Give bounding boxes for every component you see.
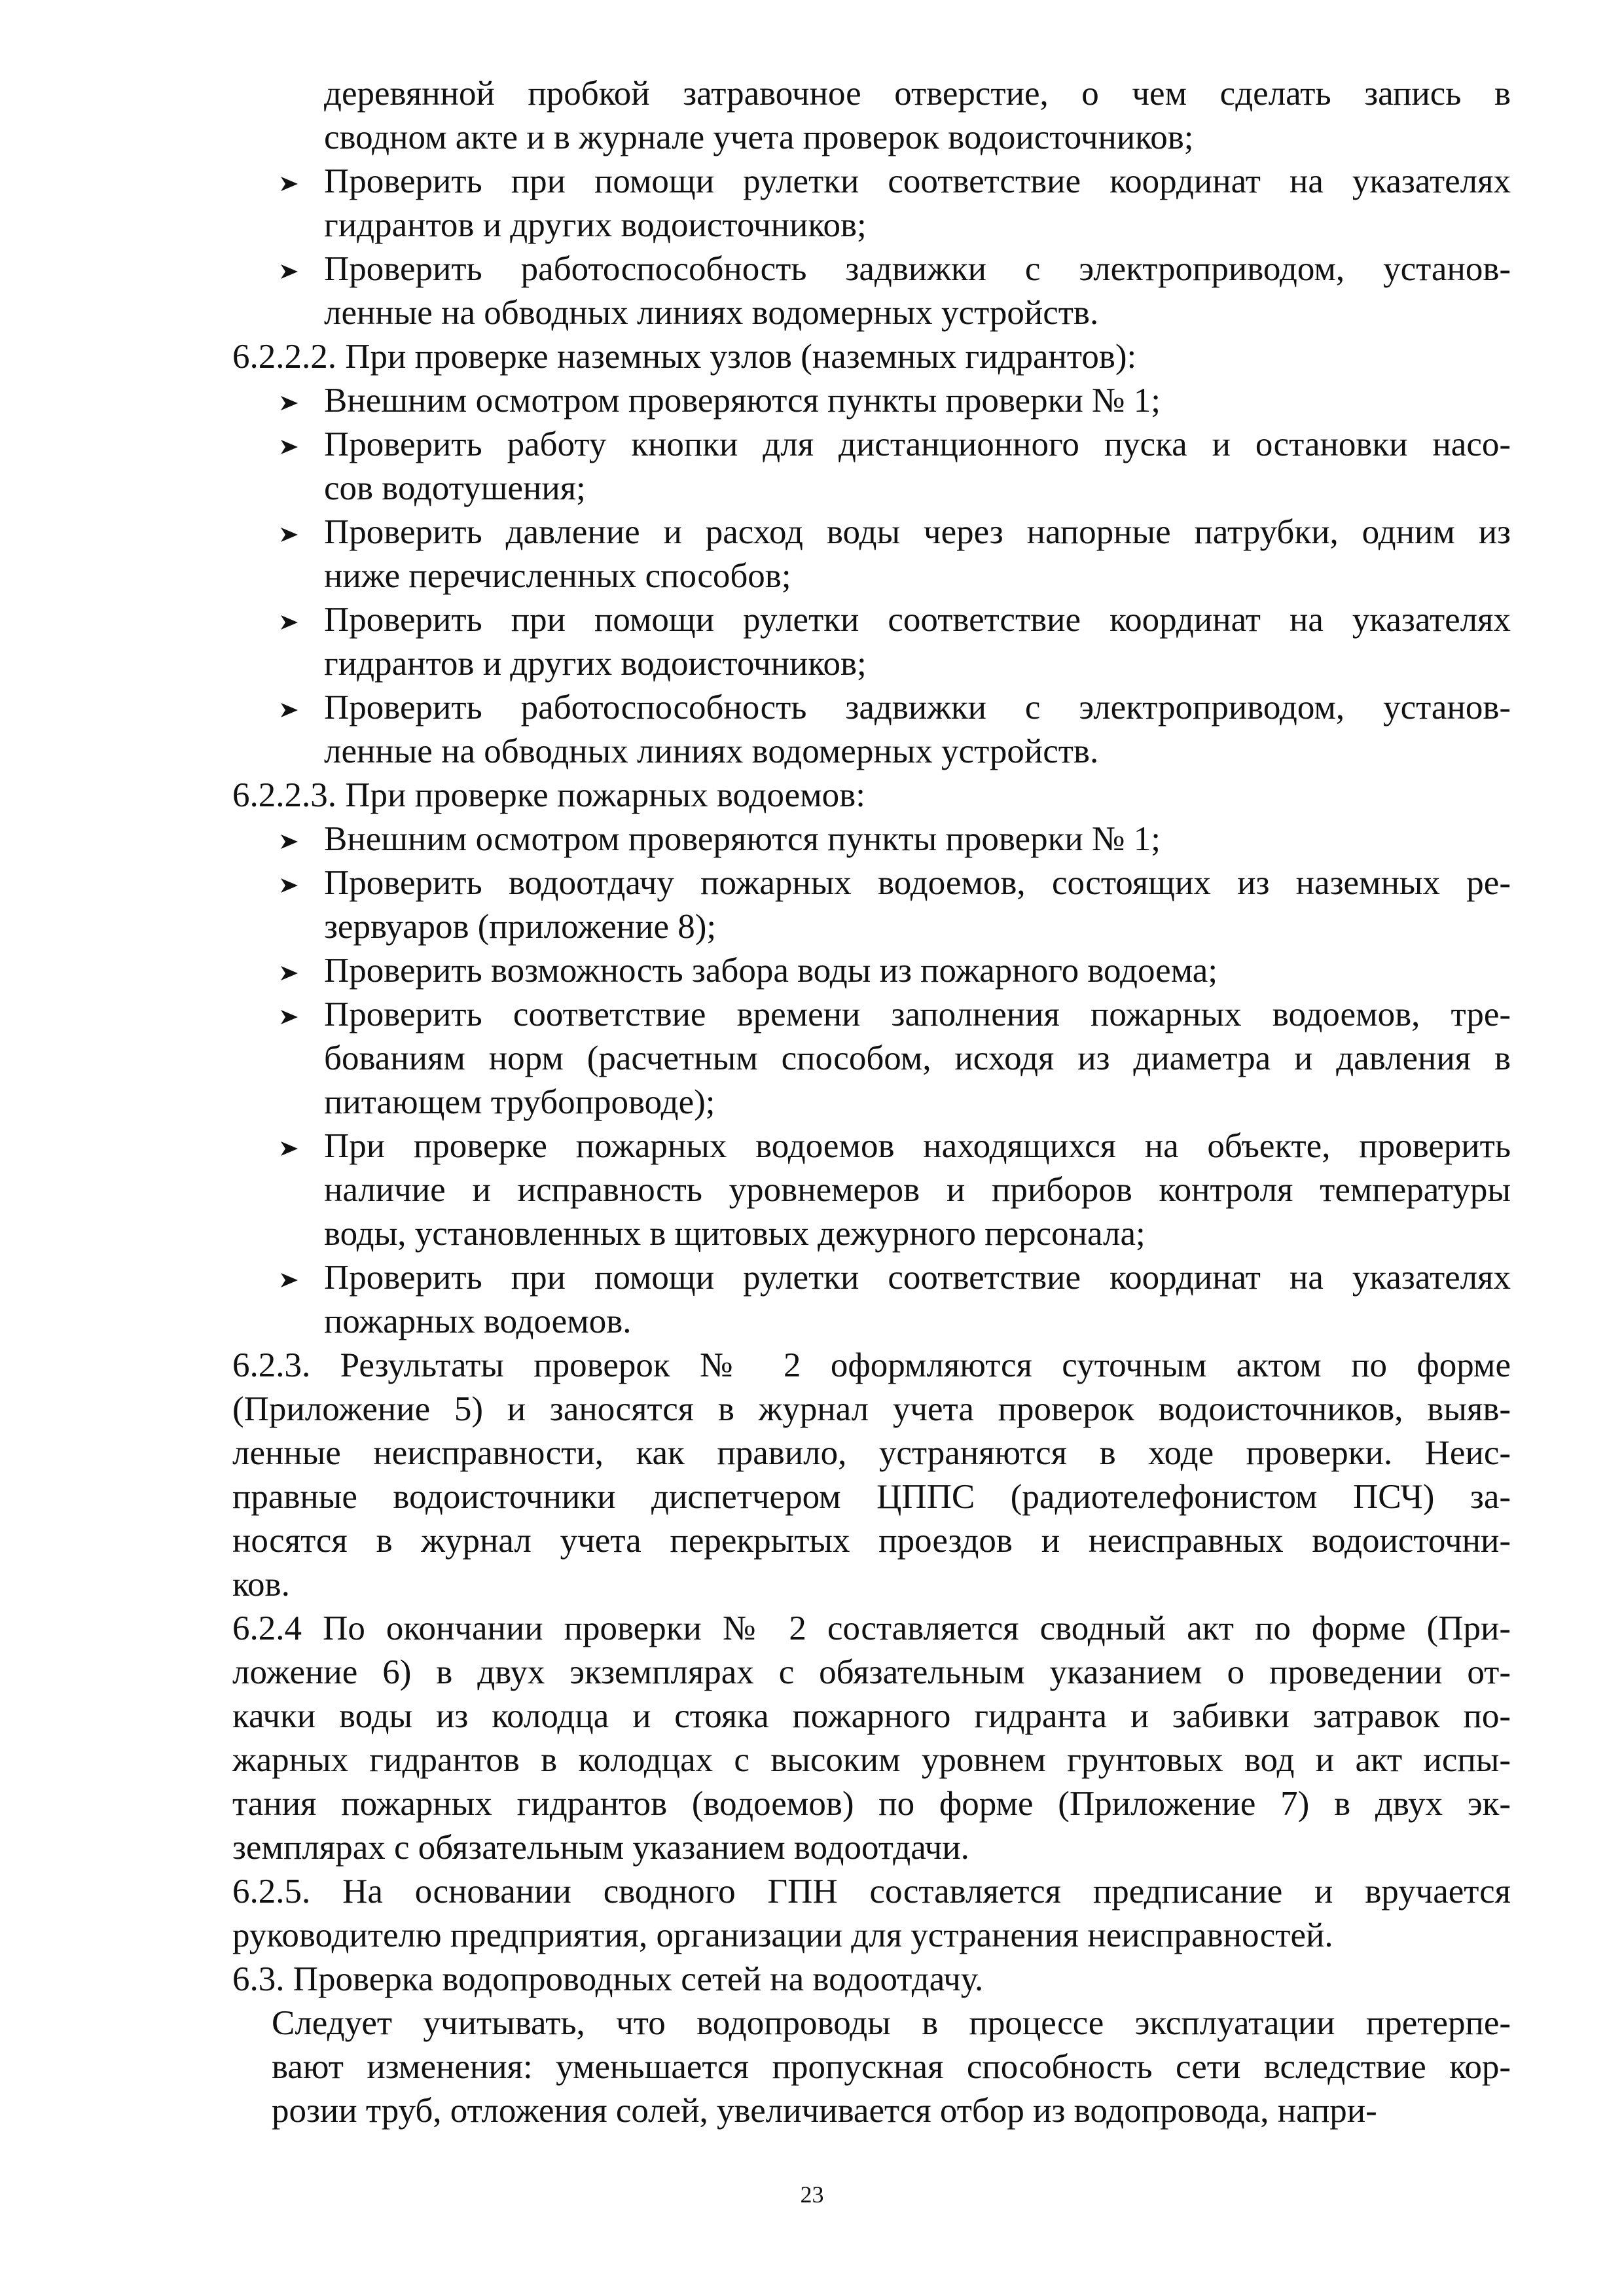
numbered-paragraph	[232, 1870, 1511, 1958]
bullet-item	[232, 949, 1511, 993]
text-line: ленные на обводных линиях водомерных устройств.	[324, 294, 1099, 332]
arrow-bullet-icon	[278, 511, 311, 554]
text-line: розии труб, отложения солей, увеличивается отбор из водопровода, напри-	[272, 2092, 1377, 2130]
text-line: бованиям норм (расчетным способом, исходя из диаметра и давления в	[324, 1039, 1511, 1077]
text-line: Проверить при помощи рулетки соответствие координат на указателях	[324, 601, 1511, 639]
arrow-bullet-icon	[278, 423, 311, 467]
bullet-item	[232, 993, 1511, 1124]
text-line: тания пожарных гидрантов (водоемов) по форме (Приложение 7) в двух эк-	[232, 1785, 1511, 1823]
text-line: руководителю предприятия, организации для устранения неисправностей.	[232, 1916, 1333, 1954]
arrow-bullet-icon	[278, 817, 311, 861]
text-line: гидрантов и других водоисточников;	[324, 206, 867, 244]
text-line: Внешним осмотром проверяются пункты проверки № 1;	[324, 820, 1161, 858]
arrow-bullet-icon	[278, 949, 311, 993]
text-line: носятся в журнал учета перекрытых проездов и неисправных водоисточни-	[232, 1522, 1511, 1560]
text-line: Проверить при помощи рулетки соответствие координат на указателях	[324, 162, 1511, 200]
text-line: воды, установленных в щитовых дежурного персонала;	[324, 1215, 1146, 1253]
text-line: ниже перечисленных способов;	[324, 557, 791, 595]
text-line: Следует учитывать, что водопроводы в процессе эксплуатации претерпе-	[272, 2004, 1511, 2042]
text-line: 6.3. Проверка водопроводных сетей на водоотдачу.	[232, 1960, 984, 1998]
paragraph	[232, 2001, 1511, 2133]
text-line: Проверить работоспособность задвижки с электроприводом, установ-	[324, 689, 1511, 726]
arrow-bullet-icon	[278, 1256, 311, 1300]
text-line: Проверить работоспособность задвижки с электроприводом, установ-	[324, 250, 1511, 288]
text-line: вают изменения: уменьшается пропускная способность сети вследствие кор-	[272, 2048, 1511, 2086]
arrow-bullet-icon	[278, 598, 311, 642]
text-line: Проверить работу кнопки для дистанционного пуска и остановки насо-	[324, 425, 1511, 463]
document-page	[232, 72, 1511, 2133]
numbered-paragraph	[232, 335, 1511, 379]
text-line: питающем трубопроводе);	[324, 1083, 715, 1121]
text-line: ложение 6) в двух экземплярах с обязательным указанием о проведении от-	[232, 1653, 1511, 1691]
text-line: 6.2.2.3. При проверке пожарных водоемов:	[232, 776, 865, 814]
arrow-bullet-icon	[278, 686, 311, 730]
text-line: 6.2.2.2. При проверке наземных узлов (наземных гидрантов):	[232, 338, 1137, 376]
numbered-paragraph	[232, 1607, 1511, 1870]
text-line: гидрантов и других водоисточников;	[324, 645, 867, 683]
text-line: деревянной пробкой затравочное отверстие, о чем сделать запись в	[324, 75, 1511, 113]
text-line: ленные неисправности, как правило, устраняются в ходе проверки. Неис-	[232, 1434, 1511, 1472]
bullet-item	[232, 686, 1511, 774]
text-line: Проверить давление и расход воды через напорные патрубки, одним из	[324, 513, 1511, 551]
bullet-item	[232, 817, 1511, 861]
bullet-item	[232, 598, 1511, 686]
page-number: 23	[800, 2181, 824, 2208]
text-line: Проверить при помощи рулетки соответствие координат на указателях	[324, 1259, 1511, 1297]
text-line: правные водоисточники диспетчером ЦППС (радиотелефонистом ПСЧ) за-	[232, 1478, 1511, 1516]
text-line: 6.2.3. Результаты проверок № 2 оформляются суточным актом по форме	[232, 1346, 1511, 1384]
bullet-item	[232, 423, 1511, 511]
text-line: 6.2.5. На основании сводного ГПН составляется предписание и вручается	[232, 1873, 1511, 1910]
text-line: зервуаров (приложение 8);	[324, 908, 717, 946]
text-line: земплярах с обязательным указанием водоотдачи.	[232, 1829, 969, 1867]
text-line: Внешним осмотром проверяются пункты проверки № 1;	[324, 382, 1161, 420]
text-line: Проверить соответствие времени заполнения пожарных водоемов, тре-	[324, 996, 1511, 1033]
arrow-bullet-icon	[278, 1124, 311, 1168]
numbered-paragraph	[232, 1344, 1511, 1607]
text-line: сов водотушения;	[324, 469, 586, 507]
bullet-item	[232, 379, 1511, 423]
arrow-bullet-icon	[278, 247, 311, 291]
arrow-bullet-icon	[278, 379, 311, 423]
text-line: качки воды из колодца и стояка пожарного гидранта и забивки затравок по-	[232, 1697, 1511, 1735]
text-line: ков.	[232, 1566, 290, 1604]
text-line: сводном акте и в журнале учета проверок водоисточников;	[324, 118, 1194, 156]
bullet-item	[232, 1256, 1511, 1344]
text-line: При проверке пожарных водоемов находящихся на объекте, проверить	[324, 1127, 1511, 1165]
numbered-paragraph	[232, 774, 1511, 817]
arrow-bullet-icon	[278, 993, 311, 1037]
text-line: (Приложение 5) и заносятся в журнал учета проверок водоисточников, выяв-	[232, 1390, 1511, 1428]
bullet-item	[232, 1124, 1511, 1256]
text-line: ленные на обводных линиях водомерных устройств.	[324, 732, 1099, 770]
paragraph	[232, 72, 1511, 160]
arrow-bullet-icon	[278, 861, 311, 905]
text-line: Проверить возможность забора воды из пожарного водоема;	[324, 952, 1218, 990]
bullet-item	[232, 160, 1511, 247]
arrow-bullet-icon	[278, 160, 311, 204]
text-line: наличие и исправность уровнемеров и приборов контроля температуры	[324, 1171, 1511, 1209]
text-line: пожарных водоемов.	[324, 1302, 632, 1340]
text-line: жарных гидрантов в колодцах с высоким уровнем грунтовых вод и акт испы-	[232, 1741, 1511, 1779]
text-line: Проверить водоотдачу пожарных водоемов, состоящих из наземных ре-	[324, 864, 1511, 902]
bullet-item	[232, 511, 1511, 598]
numbered-paragraph	[232, 1958, 1511, 2001]
bullet-item	[232, 861, 1511, 949]
bullet-item	[232, 247, 1511, 335]
text-line: 6.2.4 По окончании проверки № 2 составляется сводный акт по форме (При-	[232, 1609, 1511, 1647]
